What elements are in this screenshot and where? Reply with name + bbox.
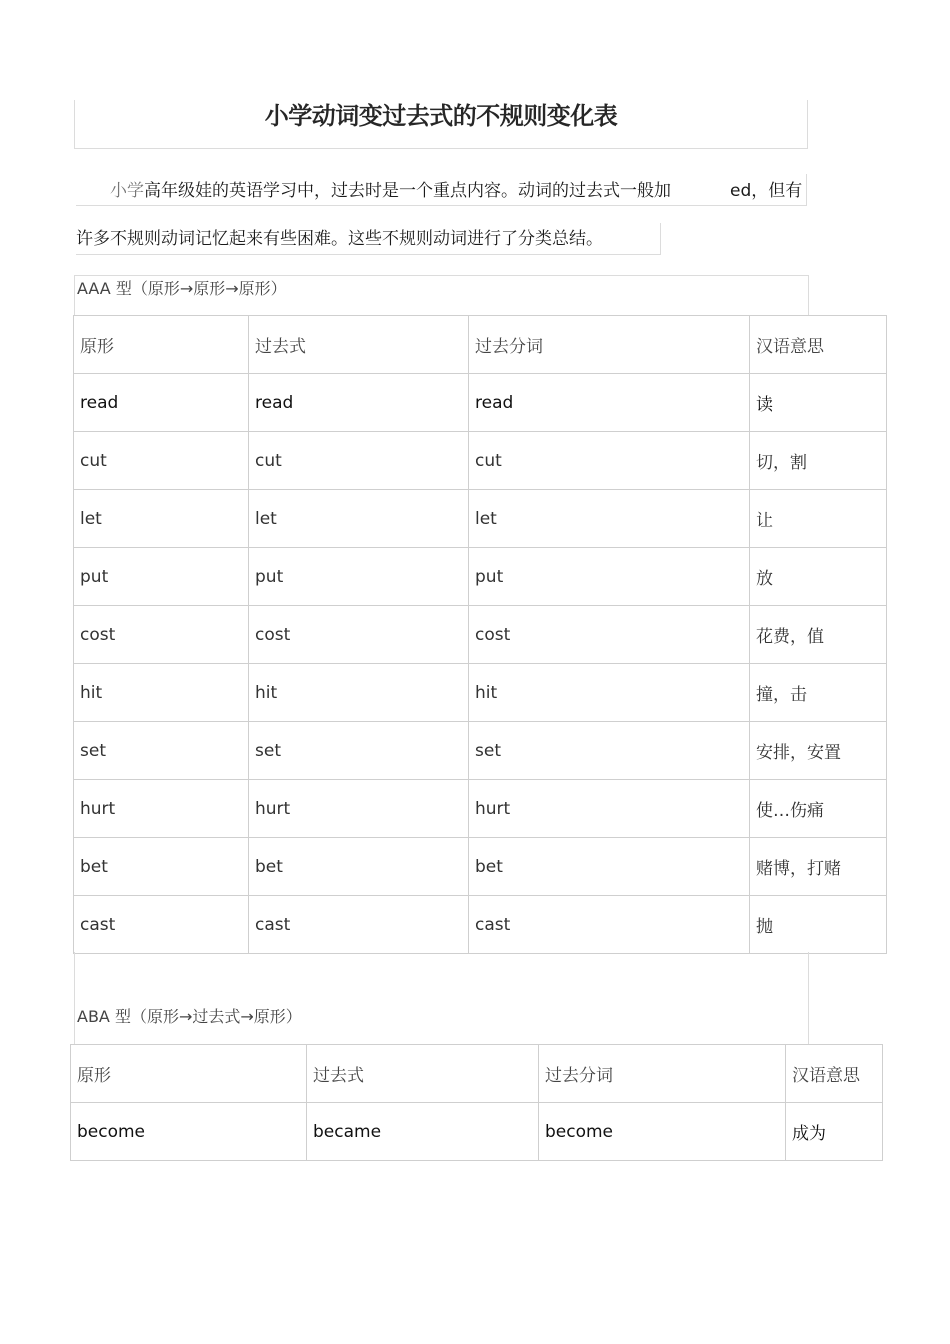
table-cell: cost (469, 606, 750, 664)
table-row (74, 780, 887, 838)
intro-tail: ed，但有 (730, 181, 803, 201)
table-cell: hurt (249, 780, 469, 838)
table-cell: hit (74, 664, 249, 722)
column-header: 汉语意思 (786, 1045, 883, 1103)
table-cell: become (71, 1103, 307, 1161)
table-cell: cost (74, 606, 249, 664)
table-cell: cast (249, 896, 469, 954)
section-aaa-label-box (74, 275, 809, 315)
column-header: 过去式 (307, 1045, 539, 1103)
table-cell: bet (74, 838, 249, 896)
table-cell: cast (74, 896, 249, 954)
table-cell: let (249, 490, 469, 548)
section-label-aaa: AAA 型（原形→原形→原形） (77, 279, 287, 298)
column-header: 过去分词 (469, 316, 750, 374)
table-cell: cut (249, 432, 469, 490)
intro-main: 高年级娃的英语学习中，过去时是一个重点内容。动词的过去式一般加 (144, 181, 671, 201)
table-row (74, 722, 887, 780)
table-cell: 放 (750, 548, 887, 606)
table-cell: 安排，安置 (750, 722, 887, 780)
table-cell: let (469, 490, 750, 548)
intro-paragraph-line-2: 许多不规则动词记忆起来有些困难。这些不规则动词进行了分类总结。 (76, 223, 661, 255)
table-row (74, 606, 887, 664)
table-cell: hit (469, 664, 750, 722)
column-header: 原形 (74, 316, 249, 374)
table-cell: hit (249, 664, 469, 722)
table-cell: become (539, 1103, 786, 1161)
table-cell: 抛 (750, 896, 887, 954)
table-row (74, 374, 887, 432)
title-box (74, 100, 808, 149)
table-cell: read (469, 374, 750, 432)
table-row (74, 548, 887, 606)
table-cell: bet (469, 838, 750, 896)
column-header: 汉语意思 (750, 316, 887, 374)
table-cell: 成为 (786, 1103, 883, 1161)
table-cell: 让 (750, 490, 887, 548)
table-cell: cut (469, 432, 750, 490)
column-header: 过去式 (249, 316, 469, 374)
table-cell: bet (249, 838, 469, 896)
table-cell: 花费，值 (750, 606, 887, 664)
table-cell: cut (74, 432, 249, 490)
table-cell: hurt (469, 780, 750, 838)
table-row (74, 838, 887, 896)
column-header: 原形 (71, 1045, 307, 1103)
column-header: 过去分词 (539, 1045, 786, 1103)
table-cell: 读 (750, 374, 887, 432)
table-cell: set (74, 722, 249, 780)
table-cell: cast (469, 896, 750, 954)
table-cell: read (74, 374, 249, 432)
table-cell: became (307, 1103, 539, 1161)
page-title: 小学动词变过去式的不规则变化表 (264, 102, 618, 130)
table-header-row (74, 316, 887, 374)
table-cell: let (74, 490, 249, 548)
table-cell: set (249, 722, 469, 780)
table-cell: 赌博，打赌 (750, 838, 887, 896)
table-cell: put (249, 548, 469, 606)
table-row (74, 490, 887, 548)
table-cell: set (469, 722, 750, 780)
table-cell: put (74, 548, 249, 606)
table-header-row (71, 1045, 883, 1103)
table-row (74, 432, 887, 490)
table-cell: cost (249, 606, 469, 664)
table-aba (70, 1044, 883, 1161)
table-cell: 撞，击 (750, 664, 887, 722)
table-row (71, 1103, 883, 1161)
table-aaa (73, 315, 887, 954)
table-row (74, 664, 887, 722)
section-aba-label-box (74, 952, 809, 1044)
table-cell: 切，割 (750, 432, 887, 490)
intro-lead: 小学 (110, 181, 144, 201)
intro-paragraph-line-1 (76, 174, 807, 206)
table-row (74, 896, 887, 954)
table-cell: put (469, 548, 750, 606)
table-cell: read (249, 374, 469, 432)
section-label-aba: ABA 型（原形→过去式→原形） (77, 1007, 302, 1026)
table-cell: hurt (74, 780, 249, 838)
table-cell: 使…伤痛 (750, 780, 887, 838)
